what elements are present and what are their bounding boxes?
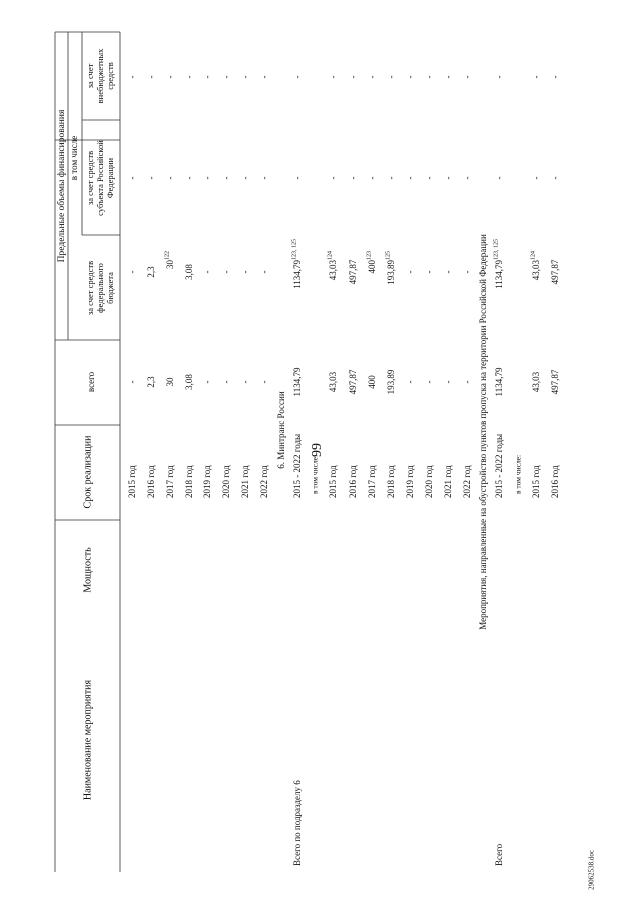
row-extrabudget: - — [328, 75, 339, 79]
header-total: всего — [86, 371, 97, 393]
header-federal-line: бюджета — [104, 272, 115, 304]
row-subject: - — [494, 176, 505, 180]
row-subject: - — [405, 176, 416, 180]
row-extrabudget: - — [424, 75, 435, 79]
row-subject: - — [328, 176, 339, 180]
row-period: 2016 год — [348, 465, 359, 498]
row-total: - — [240, 380, 251, 384]
row-extrabudget: - — [292, 75, 303, 79]
row-federal: - — [127, 270, 138, 274]
row-total: - — [127, 380, 138, 384]
row-extrabudget: - — [348, 75, 359, 79]
row-federal-footnote: 123 — [366, 251, 373, 260]
row-period: в том числе: — [310, 454, 320, 494]
row-extrabudget: - — [127, 75, 138, 79]
row-federal: 193,89 — [386, 260, 397, 285]
row-period: 2018 год — [184, 465, 195, 498]
row-subject: - — [259, 176, 270, 180]
row-extrabudget: - — [146, 75, 157, 79]
row-subject: - — [348, 176, 359, 180]
section-heading: 6. Минтранс России — [276, 391, 287, 469]
row-subject: - — [127, 176, 138, 180]
row-subject: - — [424, 176, 435, 180]
row-total: - — [462, 380, 473, 384]
row-subject: - — [292, 176, 303, 180]
row-period: 2021 год — [443, 465, 454, 498]
table-header — [56, 48, 115, 800]
row-federal: - — [405, 270, 416, 274]
row-period: 2015 - 2022 годы — [292, 433, 303, 498]
row-total: 43,03 — [328, 371, 339, 393]
row-period: 2015 год — [127, 465, 138, 498]
row-federal-footnote: 124 — [530, 251, 537, 260]
row-name: Всего по подразделу 6 — [292, 780, 303, 866]
row-period: 2017 год — [165, 465, 176, 498]
row-period: 2015 - 2022 годы — [494, 433, 505, 498]
header-subject-line: Федерации — [104, 157, 115, 199]
row-subject: - — [443, 176, 454, 180]
row-total: 497,87 — [348, 369, 359, 395]
row-subject: - — [165, 176, 176, 180]
row-federal: 400 — [367, 260, 378, 274]
row-federal: 3,08 — [184, 264, 195, 280]
row-period: 2022 год — [462, 465, 473, 498]
row-federal: 43,03 — [531, 260, 542, 281]
row-federal-footnote: 125 — [385, 251, 392, 260]
header-name: Наименование мероприятия — [82, 679, 94, 801]
row-period: 2019 год — [202, 465, 213, 498]
row-federal-footnote: 123, 125 — [291, 239, 298, 260]
row-federal: - — [424, 270, 435, 274]
row-extrabudget: - — [184, 75, 195, 79]
row-total: 30 — [165, 377, 176, 387]
header-extra-line: средств — [104, 62, 115, 90]
row-federal: - — [240, 270, 251, 274]
row-federal-footnote: 122 — [164, 251, 171, 260]
header-extra-line: внебюджетных — [94, 48, 105, 104]
row-federal: - — [443, 270, 454, 274]
header-subject — [85, 140, 115, 216]
header-period: Срок реализации — [82, 435, 94, 509]
header-capacity: Мощность — [82, 547, 94, 593]
row-name: Всего — [494, 843, 505, 866]
row-total: 2,3 — [146, 376, 157, 388]
row-federal: 43,03 — [328, 260, 339, 281]
row-period: 2015 год — [328, 465, 339, 498]
document-id: 29062538.doc — [587, 850, 596, 890]
row-extrabudget: - — [386, 75, 397, 79]
row-period: 2016 год — [550, 465, 561, 498]
row-federal: 1134,79 — [494, 260, 505, 289]
header-extra-line: за счет — [84, 63, 95, 89]
page-number: 99 — [310, 443, 326, 457]
row-period: 2019 год — [405, 465, 416, 498]
header-including: в том числе — [69, 135, 80, 181]
row-extrabudget: - — [367, 75, 378, 79]
row-total: - — [443, 380, 454, 384]
row-subject: - — [462, 176, 473, 180]
row-extrabudget: - — [259, 75, 270, 79]
header-subject-line: субъекта Российской — [94, 140, 105, 216]
row-subject: - — [550, 176, 561, 180]
measure-heading: Мероприятия, направленные на обустройство пунктов пропуска на территории Российской Федерации — [478, 234, 489, 630]
header-federal-line: за счет средств — [84, 260, 95, 316]
row-period: 2020 год — [424, 465, 435, 498]
row-total: 1134,79 — [292, 367, 303, 397]
header-federal — [85, 261, 115, 315]
row-period: 2021 год — [240, 465, 251, 498]
row-period: 2020 год — [221, 465, 232, 498]
row-federal: - — [462, 270, 473, 274]
row-extrabudget: - — [494, 75, 505, 79]
row-period: 2016 год — [146, 465, 157, 498]
row-subject: - — [240, 176, 251, 180]
row-extrabudget: - — [221, 75, 232, 79]
row-federal-footnote: 123, 125 — [493, 239, 500, 260]
row-extrabudget: - — [531, 75, 542, 79]
row-federal: - — [202, 270, 213, 274]
row-federal: - — [259, 270, 270, 274]
row-period: 2022 год — [259, 465, 270, 498]
row-period: 2015 год — [531, 465, 542, 498]
row-subject: - — [184, 176, 195, 180]
row-total: 1134,79 — [494, 367, 505, 397]
row-federal: 30 — [165, 260, 176, 269]
row-total: 497,87 — [550, 369, 561, 395]
row-total: 400 — [367, 375, 378, 389]
row-federal: 1134,79 — [292, 260, 303, 289]
row-federal: 497,87 — [550, 259, 561, 285]
row-period: в том числе: — [513, 454, 523, 494]
row-federal-footnote: 124 — [327, 251, 334, 260]
row-extrabudget: - — [443, 75, 454, 79]
row-period: 2018 год — [386, 465, 397, 498]
row-subject: - — [367, 176, 378, 180]
row-total: - — [202, 380, 213, 384]
row-subject: - — [531, 176, 542, 180]
row-extrabudget: - — [405, 75, 416, 79]
row-period: 2017 год — [367, 465, 378, 498]
row-extrabudget: - — [550, 75, 561, 79]
header-funding-limits: Предельные объемы финансирования — [57, 109, 68, 263]
row-extrabudget: - — [165, 75, 176, 79]
row-federal: - — [221, 270, 232, 274]
row-subject: - — [146, 176, 157, 180]
row-total: 3,08 — [184, 374, 195, 390]
row-total: 193,89 — [386, 369, 397, 395]
row-total: - — [424, 380, 435, 384]
header-subject-line: за счет средств — [84, 150, 95, 206]
row-total: 43,03 — [531, 371, 542, 393]
row-extrabudget: - — [202, 75, 213, 79]
row-federal: 497,87 — [348, 259, 359, 285]
row-subject: - — [386, 176, 397, 180]
row-subject: - — [202, 176, 213, 180]
row-extrabudget: - — [240, 75, 251, 79]
row-federal: 2,3 — [146, 266, 157, 278]
header-extrabudget — [85, 48, 115, 103]
row-extrabudget: - — [462, 75, 473, 79]
header-federal-line: федерального — [94, 263, 105, 313]
row-total: - — [259, 380, 270, 384]
row-total: - — [221, 380, 232, 384]
table-body — [127, 76, 560, 867]
row-subject: - — [221, 176, 232, 180]
row-total: - — [405, 380, 416, 384]
